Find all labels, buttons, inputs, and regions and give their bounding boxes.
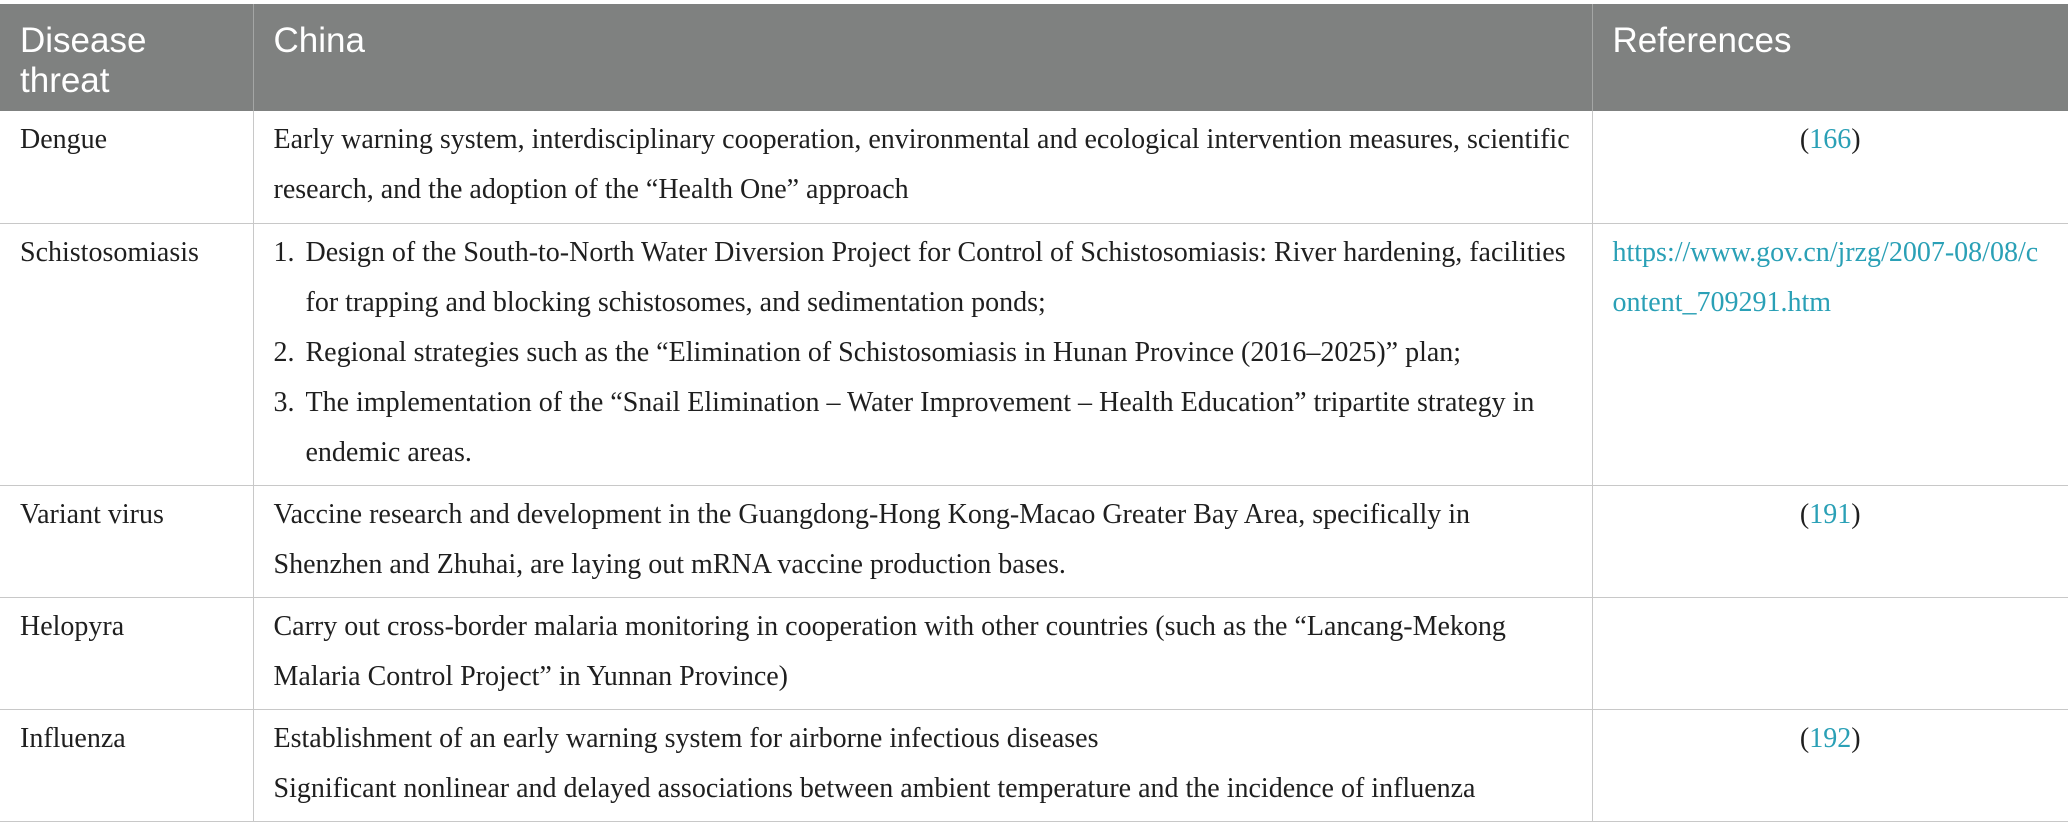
list-item-number: 2. [273,336,295,368]
list-item [274,228,1572,328]
reference-cell [1592,223,2068,485]
disease-cell: Schistosomiasis [0,223,253,485]
list-item-number: 3. [273,386,295,418]
list-item-text: Regional strategies such as the “Elimination of Schistosomiasis in Hunan Province (2016–2025)” plan; [305,336,1462,368]
china-cell: Carry out cross-border malaria monitoring in cooperation with other countries (such as the “Lancang-Mekong Malaria Control Project” in Yunnan Province) [253,597,1592,709]
list-item-text: Design of the South-to-North Water Diversion Project for Control of Schistosomiasis: River hardening, facilities for trapping and blocking schistosomes, and sedimentation ponds; [305,236,1566,318]
table-row [0,597,2068,709]
disease-cell: Variant virus [0,485,253,597]
table-row [0,111,2068,223]
list-item [274,328,1572,378]
list-item-text: The implementation of the “Snail Elimination – Water Improvement – Health Education” tripartite strategy in endemic areas. [305,386,1535,468]
china-cell: Early warning system, interdisciplinary cooperation, environmental and ecological intervention measures, scientific research, and the adoption of the “Health One” approach [253,111,1592,223]
reference-link[interactable]: 166 [1809,124,1852,155]
measures-list [274,228,1572,478]
china-line: Significant nonlinear and delayed associations between ambient temperature and the incidence of influenza [273,772,1476,804]
china-cell [253,709,1592,821]
reference-cell: (166) [1592,111,2068,223]
china-cell: Vaccine research and development in the Guangdong-Hong Kong-Macao Greater Bay Area, specifically in Shenzhen and Zhuhai, are laying out mRNA vaccine production bases. [253,485,1592,597]
header-disease-threat: Disease threat [0,4,253,111]
reference-cell [1592,597,2068,709]
reference-url-link[interactable]: https://www.gov.cn/jrzg/2007-08/08/content_709291.htm [1612,236,2039,318]
table-row [0,223,2068,485]
header-row [0,4,2068,111]
disease-cell: Dengue [0,111,253,223]
china-cell [253,223,1592,485]
china-line: Establishment of an early warning system for airborne infectious diseases [273,722,1099,754]
reference-cell: (192) [1592,709,2068,821]
reference-link[interactable]: 192 [1809,722,1852,754]
list-item [274,378,1572,478]
disease-cell: Helopyra [0,597,253,709]
disease-threat-table [0,4,2068,822]
table-row [0,709,2068,821]
header-china: China [253,4,1592,111]
reference-cell: (191) [1592,485,2068,597]
table-row [0,485,2068,597]
reference-link[interactable]: 191 [1809,498,1852,530]
header-references: References [1592,4,2068,111]
list-item-number: 1. [273,236,295,268]
disease-cell: Influenza [0,709,253,821]
